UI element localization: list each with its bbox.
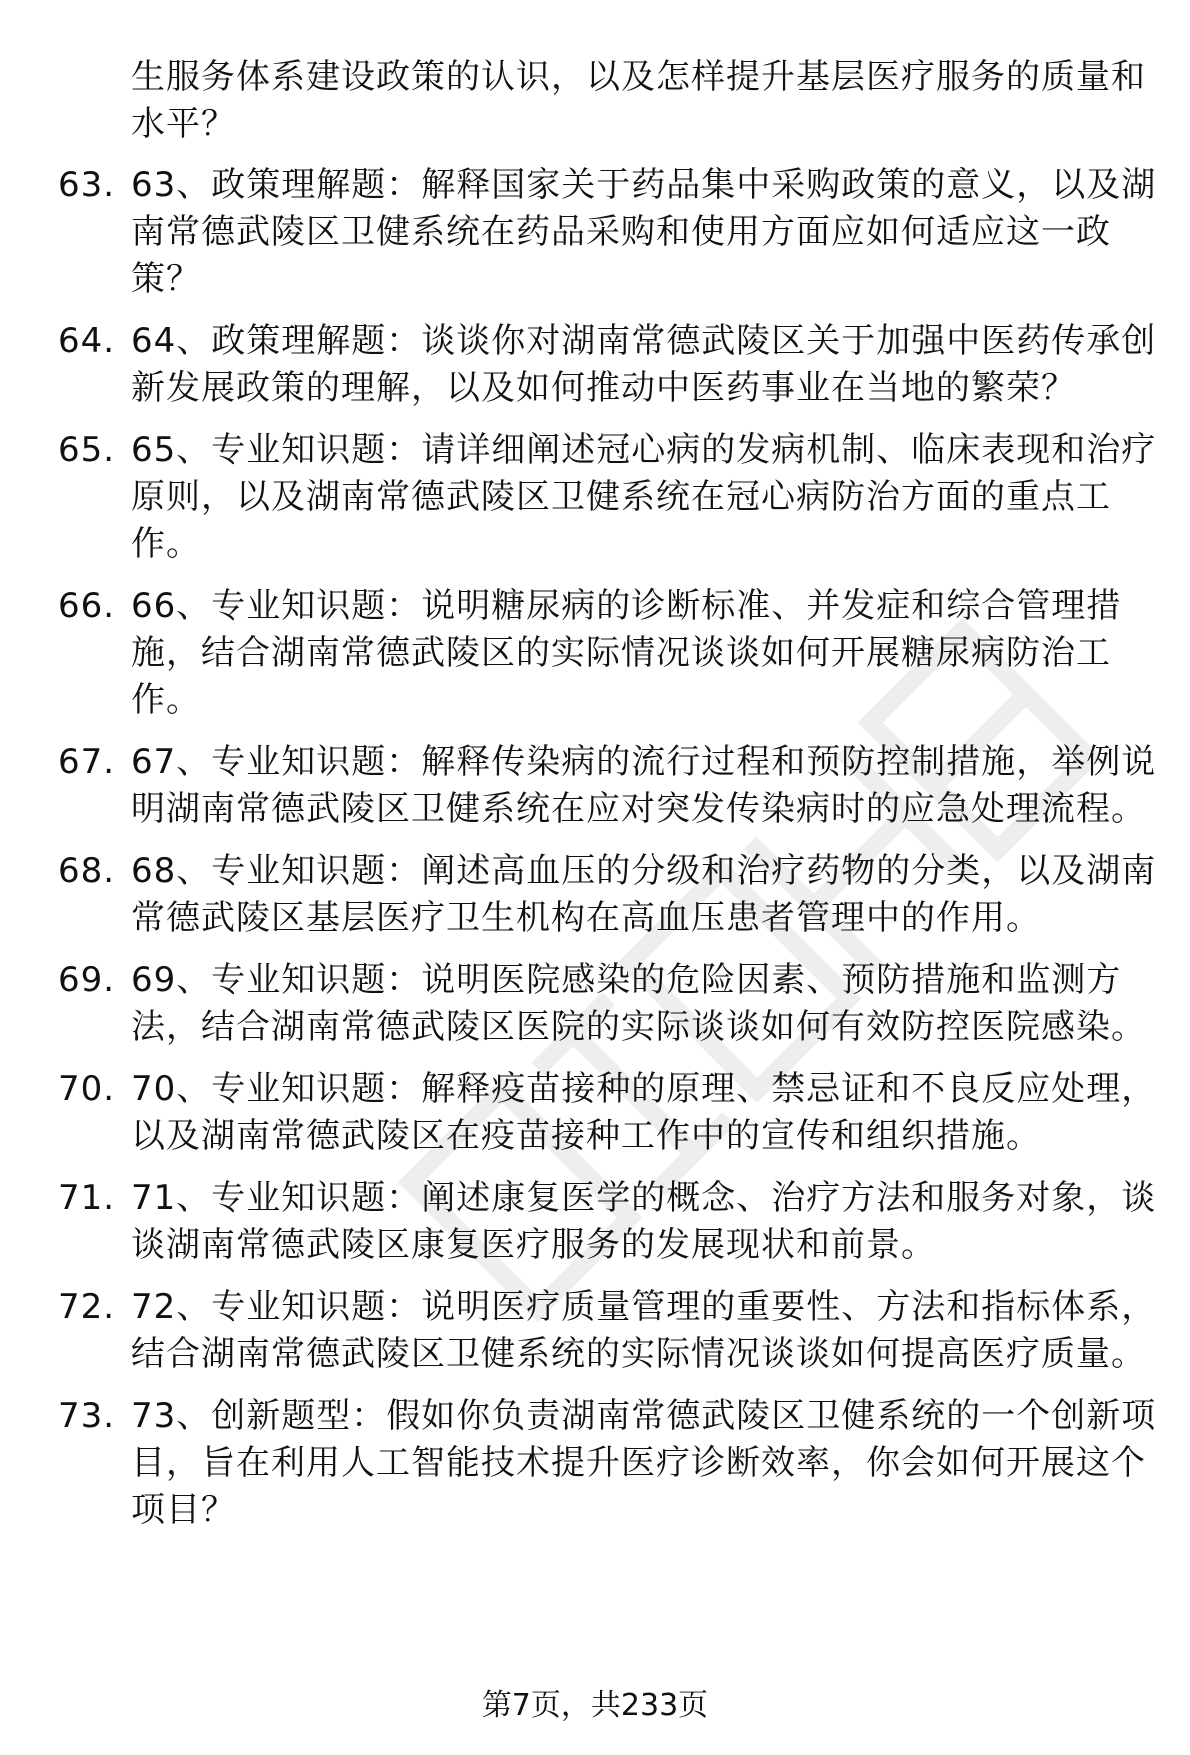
item-text: 73、创新题型：假如你负责湖南常德武陵区卫健系统的一个创新项目，旨在利用人工智能技术提升医疗诊断效率，你会如何开展这个项目？ [131, 1396, 1157, 1530]
list-item [0, 1393, 1190, 1534]
item-number: 72. [58, 1287, 116, 1327]
list-item [0, 1066, 1190, 1160]
page-number-footer: 第7页，共233页 [481, 1688, 709, 1723]
item-text: 71、专业知识题：阐述康复医学的概念、治疗方法和服务对象，谈谈湖南常德武陵区康复医疗服务的发展现状和前景。 [131, 1178, 1157, 1265]
list-item [0, 848, 1190, 942]
list-item [0, 1284, 1190, 1378]
item-number: 64. [58, 321, 116, 361]
item-text: 64、政策理解题：谈谈你对湖南常德武陵区关于加强中医药传承创新发展政策的理解，以及如何推动中医药事业在当地的繁荣？ [131, 321, 1157, 408]
item-text: 63、政策理解题：解释国家关于药品集中采购政策的意义，以及湖南常德武陵区卫健系统在药品采购和使用方面应如何适应这一政策？ [131, 165, 1157, 299]
item-text: 69、专业知识题：说明医院感染的危险因素、预防措施和监测方法，结合湖南常德武陵区医院的实际谈谈如何有效防控医院感染。 [131, 960, 1146, 1047]
item-number: 68. [58, 851, 116, 891]
item-text: 72、专业知识题：说明医疗质量管理的重要性、方法和指标体系，结合湖南常德武陵区卫健系统的实际情况谈谈如何提高医疗质量。 [131, 1287, 1157, 1374]
item-text: 67、专业知识题：解释传染病的流行过程和预防控制措施，举例说明湖南常德武陵区卫健系统在应对突发传染病时的应急处理流程。 [131, 742, 1157, 829]
list-item [0, 583, 1190, 724]
item-text: 68、专业知识题：阐述高血压的分级和治疗药物的分类，以及湖南常德武陵区基层医疗卫生机构在高血压患者管理中的作用。 [131, 851, 1157, 938]
item-text: 66、专业知识题：说明糖尿病的诊断标准、并发症和综合管理措施，结合湖南常德武陵区的实际情况谈谈如何开展糖尿病防治工作。 [131, 586, 1122, 720]
list-item [0, 162, 1190, 303]
item-number: 71. [58, 1178, 116, 1218]
item-text: 65、专业知识题：请详细阐述冠心病的发病机制、临床表现和治疗原则，以及湖南常德武陵区卫健系统在冠心病防治方面的重点工作。 [131, 430, 1157, 564]
continued-question-text: 生服务体系建设政策的认识，以及怎样提升基层医疗服务的质量和水平？ [131, 57, 1146, 144]
list-item [0, 318, 1190, 412]
list-item [0, 1175, 1190, 1269]
item-number: 65. [58, 430, 116, 470]
item-number: 66. [58, 586, 116, 626]
item-text: 70、专业知识题：解释疫苗接种的原理、禁忌证和不良反应处理，以及湖南常德武陵区在疫苗接种工作中的宣传和组织措施。 [131, 1069, 1157, 1156]
question-list [0, 162, 1190, 1549]
list-item [0, 957, 1190, 1051]
item-number: 70. [58, 1069, 116, 1109]
item-number: 63. [58, 165, 116, 205]
item-number: 73. [58, 1396, 116, 1436]
list-item [0, 427, 1190, 568]
item-number: 69. [58, 960, 116, 1000]
list-item [0, 739, 1190, 833]
item-number: 67. [58, 742, 116, 782]
